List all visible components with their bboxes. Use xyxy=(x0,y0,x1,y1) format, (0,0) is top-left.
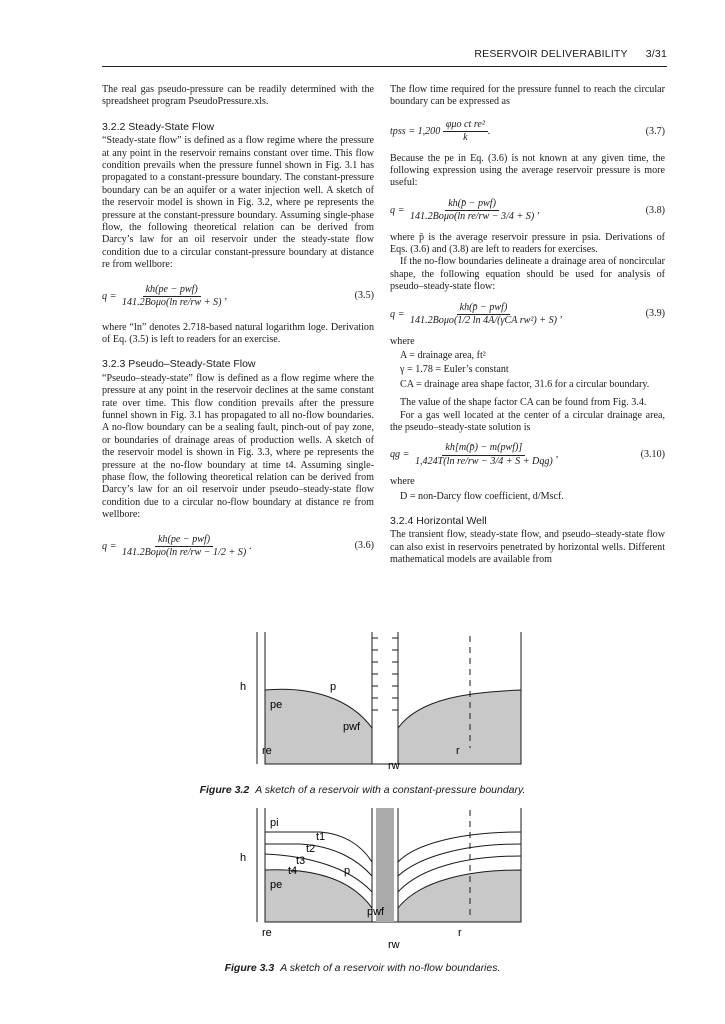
fig33-caption-label: Figure 3.3 xyxy=(224,962,275,974)
where-label-2: where xyxy=(390,476,415,488)
fig32-label-rw: rw xyxy=(388,760,400,772)
equation-3-6: q = $\frac{\text{kh(pe − pwf)}}{\text{141.2Boμo(ln re/rw − 1/2 + S)}}$ . (3.6) xyxy=(102,533,374,558)
equation-3-8: q = $\frac{\text{kh(p̄ − pwf)}}{\text{141.2Boμo(ln re/rw − 3/4 + S)}}$ , (3.8) xyxy=(390,197,665,223)
eq39-denominator: 141.2Boμo(1/2 ln 4A/(γCA rw²) + S) xyxy=(409,315,558,327)
right-para-4: If the no-flow boundaries delineate a drainage area of noncircular shape, the following equation should be used for analysis of pseudo–steady-state flow: xyxy=(390,256,665,293)
section-3-2-3-title: 3.2.3 Pseudo–Steady-State Flow xyxy=(102,358,256,371)
right-para-2: Because the pe in Eq. (3.6) is not known at any given time, the following expression using the average reservoir pressure is more useful: xyxy=(390,152,665,189)
after-eq35-text: where “ln” denotes 2.718-based natural logarithm loge. Derivation of Eq. (3.5) is left to readers for an exercise. xyxy=(102,321,374,345)
def-shape-factor: CA = drainage area shape factor, 31.6 for a circular boundary. xyxy=(400,378,650,390)
fig32-label-p: p xyxy=(330,681,337,693)
eq35-number: (3.5) xyxy=(354,290,374,302)
fig33-label-pe: pe xyxy=(270,879,283,891)
fig32-wellbore xyxy=(372,632,398,764)
right-column xyxy=(390,84,665,567)
section-3-2-2-text: “Steady-state flow” is defined as a flow regime where the pressure at any point in the reservoir remains constant over time. This flow condition prevails when the pressure funnel shown in Fig. 3.1 has propagated to a constant-pressure boundary. The constant-pressure boundary can be an aquifer or a water injection well. A sketch of the reservoir model is shown in Fig. 3.2, where pe represents the pressure at the constant-pressure boundary. Assuming single-phase flow, the following theoretical relation can be derived from Darcy’s law for an oil reservoir under the steady-state flow condition due to a circular constant-pressure boundary at distance re from wellbore: xyxy=(102,135,374,271)
eq38-numerator: kh(p̄ − pwf) xyxy=(445,198,499,211)
right-intro: The flow time required for the pressure funnel to reach the circular boundary can be expressed as xyxy=(390,84,665,108)
eq36-denominator: 141.2Boμo(ln re/rw − 1/2 + S) xyxy=(121,547,247,558)
fig32-caption-text: A sketch of a reservoir with a constant-pressure boundary. xyxy=(255,784,526,796)
section-3-2-3-text: “Pseudo–steady-state” flow is defined as a flow regime where the pressure at any point in the reservoir declines at the same constant rate over time. This flow condition prevails after the pressure funnel shown in Fig. 3.1 has propagated to all no-flow boundaries. A no-flow boundary can be a sealing fault, pinch-out of pay zone, or boundaries of drainage areas of production wells. A sketch of the reservoir model is shown in Fig. 3.3, where pe represents the pressure at the no-flow boundary at time t4. Assuming single-phase flow, the following theoretical relation can be derived from Darcy’s law for an oil reservoir under pseudo–steady-state flow condition due to a circular no-flow boundary at distance re from wellbore: xyxy=(102,372,374,521)
eq38-number: (3.8) xyxy=(645,204,665,216)
fig33-curve-t1-right xyxy=(398,832,521,862)
fig33-label-t1: t1 xyxy=(316,831,326,843)
fig33-label-pi: pi xyxy=(270,817,279,829)
fig33-caption-text: A sketch of a reservoir with no-flow boundaries. xyxy=(280,962,501,974)
fig33-label-re: re xyxy=(262,927,272,939)
fig33-label-pwf: pwf xyxy=(367,906,385,918)
right-para-5: The value of the shape factor CA can be found from Fig. 3.4. xyxy=(400,397,647,409)
eq310-denominator: 1,424T(ln re/rw − 3/4 + S + Dqg) xyxy=(414,455,553,467)
fig33-label-p: p xyxy=(344,865,351,877)
def-non-darcy: D = non-Darcy flow coefficient, d/Mscf. xyxy=(400,490,564,502)
figure-3-3-caption xyxy=(0,962,725,974)
fig32-label-pe: pe xyxy=(270,699,283,711)
eq35-numerator: kh(pe − pwf) xyxy=(143,284,201,297)
eq35-denominator: 141.2Boμo(ln re/rw + S) xyxy=(121,297,222,309)
def-euler-constant: γ = 1.78 = Euler’s constant xyxy=(400,364,509,376)
fig33-label-t4: t4 xyxy=(288,865,298,877)
eq39-number: (3.9) xyxy=(645,308,665,320)
right-para-6: For a gas well located at the center of a circular drainage area, the pseudo–steady-state solution is xyxy=(390,409,665,433)
page-number: 3/31 xyxy=(645,48,667,60)
fig33-label-t2: t2 xyxy=(306,843,316,855)
fig33-fluid-left xyxy=(265,870,372,922)
fig32-label-r: r xyxy=(456,745,460,757)
equation-3-7: tpss = 1,200 $\frac{\text{φμo ct re²}}{k}$ . (3.7) xyxy=(390,118,665,144)
eq36-number: (3.6) xyxy=(354,540,374,552)
section-3-2-4-title: 3.2.4 Horizontal Well xyxy=(390,514,487,527)
running-header xyxy=(474,48,667,60)
equation-3-9: q = $\frac{\text{kh(p̄ − pwf)}}{\text{141.2Boμo(1/2 ln 4A/(γCA rw²) + S)}}$ , (3.9) xyxy=(390,301,665,327)
figure-3-2-diagram xyxy=(0,628,725,778)
fig33-label-h: h xyxy=(240,852,247,864)
def-drainage-area: A = drainage area, ft² xyxy=(400,349,486,361)
equation-3-5: q = $\frac{\text{kh(pe − pwf)}}{\text{141.2Boμo(ln re/rw + S)}}$ , (3.5) xyxy=(102,283,374,309)
eq39-numerator: kh(p̄ − pwf) xyxy=(457,302,511,315)
equation-3-10: qg = $\frac{\text{kh[m(p̄) − m(pwf)]}}{\text{1,424T(ln re/rw − 3/4 + S + Dqg)}}$ , (3.10) xyxy=(390,442,665,467)
eq37-denominator: k xyxy=(463,132,468,144)
running-title: RESERVOIR DELIVERABILITY xyxy=(474,48,628,60)
right-para-3: where p̄ is the average reservoir pressure in psia. Derivations of Eqs. (3.6) and (3.8) are left to readers for exercises. xyxy=(390,231,665,256)
fig32-label-pwf: pwf xyxy=(343,721,361,733)
eq310-number: (3.10) xyxy=(640,449,665,461)
eq36-numerator: kh(pe − pwf) xyxy=(155,534,213,547)
fig33-label-r: r xyxy=(458,927,462,939)
header-rule xyxy=(102,66,667,67)
figure-3-3-diagram xyxy=(0,804,725,954)
left-intro: The real gas pseudo-pressure can be readily determined with the spreadsheet program PseudoPressure.xls. xyxy=(102,84,374,108)
section-3-2-2-title: 3.2.2 Steady-State Flow xyxy=(102,120,215,133)
eq38-denominator: 141.2Boμo(ln re/rw − 3/4 + S) xyxy=(409,211,535,223)
left-column xyxy=(102,84,374,567)
section-3-2-4-text: The transient flow, steady-state flow, and pseudo–steady-state flow can also exist in reservoirs penetrated by horizontal wells. Different mathematical models are available from xyxy=(390,529,665,566)
fig32-caption-label: Figure 3.2 xyxy=(199,784,250,796)
eq37-number: (3.7) xyxy=(645,125,665,137)
where-label-1: where xyxy=(390,335,415,347)
eq37-numerator: φμo ct re² xyxy=(443,119,488,132)
fig33-label-t3: t3 xyxy=(296,855,306,867)
fig33-wellbore xyxy=(376,808,394,922)
fig32-label-re: re xyxy=(262,745,272,757)
figure-3-2-caption xyxy=(0,784,725,796)
fig32-label-h: h xyxy=(240,681,247,693)
eq310-numerator: kh[m(p̄) − m(pwf)] xyxy=(442,442,525,455)
fig33-label-rw: rw xyxy=(388,939,400,951)
